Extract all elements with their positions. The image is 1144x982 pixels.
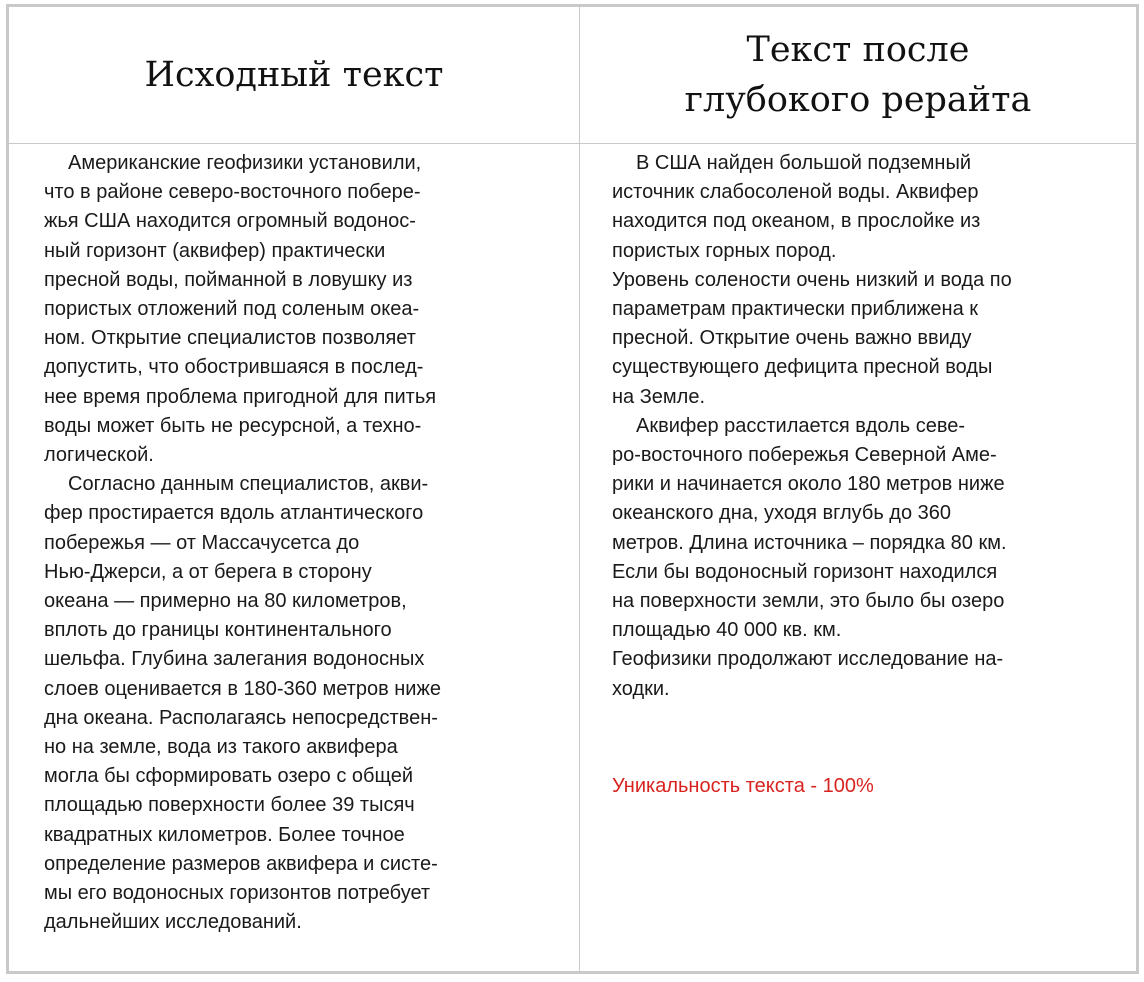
- text-line: океанского дна, уходя вглубь до 360: [612, 502, 952, 525]
- header-rewrite: [580, 7, 1136, 143]
- rewrite-text-column: [612, 149, 1112, 704]
- original-text-column: [44, 149, 544, 937]
- text-line: дальнейших исследований.: [44, 911, 302, 934]
- text-line: площадью 40 000 кв. км.: [612, 619, 842, 642]
- header-original: [9, 7, 579, 143]
- header-original-line: Исходный текст: [144, 55, 444, 95]
- text-line: океана — примерно на 80 километров,: [44, 590, 407, 613]
- text-line: на Земле.: [612, 385, 706, 408]
- text-line: но на земле, вода из такого аквифера: [44, 736, 398, 759]
- text-line: Геофизики продолжают исследование на-: [612, 648, 1004, 671]
- header-original-title: [144, 50, 443, 100]
- header-rewrite-title: [685, 25, 1032, 125]
- text-line: метров. Длина источника – порядка 80 км.: [612, 531, 1007, 554]
- text-line: на поверхности земли, это было бы озеро: [612, 590, 1005, 613]
- text-line: мы его водоносных горизонтов потребует: [44, 882, 431, 905]
- text-line: воды может быть не ресурсной, а техно-: [44, 414, 422, 437]
- text-line: Нью-Джерси, а от берега в сторону: [44, 560, 372, 583]
- text-line: площадью поверхности более 39 тысяч: [44, 794, 415, 817]
- text-line: побережья — от Массачусетса до: [44, 531, 360, 554]
- text-line: ный горизонт (аквифер) практически: [44, 239, 386, 262]
- header-divider: [9, 143, 1136, 144]
- header-rewrite-line: глубокого рерайта: [684, 80, 1032, 120]
- text-line: допустить, что обострившаяся в послед-: [44, 356, 424, 379]
- text-line: нее время проблема пригодной для питья: [44, 385, 437, 408]
- text-line: пресной. Открытие очень важно ввиду: [612, 327, 972, 350]
- uniqueness-note: Уникальность текста - 100%: [612, 775, 874, 797]
- text-line: Согласно данным специалистов, акви-: [68, 473, 429, 496]
- text-line: определение размеров аквифера и систе-: [44, 852, 438, 875]
- text-line: что в районе северо-восточного побере-: [44, 181, 421, 204]
- text-line: могла бы сформировать озеро с общей: [44, 765, 413, 788]
- text-line: слоев оценивается в 180-360 метров ниже: [44, 677, 441, 700]
- text-line: ном. Открытие специалистов позволяет: [44, 327, 416, 350]
- text-line: рики и начинается около 180 метров ниже: [612, 473, 1005, 496]
- column-divider: [579, 7, 580, 971]
- text-line: Если бы водоносный горизонт находился: [612, 560, 998, 583]
- text-line: жья США находится огромный водонос-: [44, 210, 416, 233]
- text-line: Американские геофизики установили,: [68, 152, 422, 174]
- text-line: параметрам практически приближена к: [612, 298, 979, 321]
- text-line: Уровень солености очень низкий и вода по: [612, 268, 1012, 291]
- text-line: шельфа. Глубина залегания водоносных: [44, 648, 425, 671]
- text-line: существующего дефицита пресной воды: [612, 356, 993, 379]
- text-line: В США найден большой подземный: [636, 152, 972, 174]
- text-line: дна океана. Располагаясь непосредствен-: [44, 706, 438, 729]
- text-line: квадратных километров. Более точное: [44, 823, 405, 846]
- text-line: логической.: [44, 444, 154, 467]
- text-line: пористых отложений под соленым океа-: [44, 298, 420, 321]
- text-line: ходки.: [612, 677, 670, 700]
- text-line: ро-восточного побережья Северной Аме-: [612, 444, 997, 467]
- header-rewrite-line: Текст после: [746, 30, 970, 70]
- text-line: источник слабосоленой воды. Аквифер: [612, 181, 979, 204]
- text-line: фер простирается вдоль атлантического: [44, 502, 424, 525]
- text-line: пористых горных пород.: [612, 239, 837, 262]
- text-line: вплоть до границы континентального: [44, 619, 392, 642]
- text-line: находится под океаном, в прослойке из: [612, 210, 981, 233]
- text-line: пресной воды, пойманной в ловушку из: [44, 268, 413, 291]
- text-line: Аквифер расстилается вдоль севе-: [636, 414, 966, 437]
